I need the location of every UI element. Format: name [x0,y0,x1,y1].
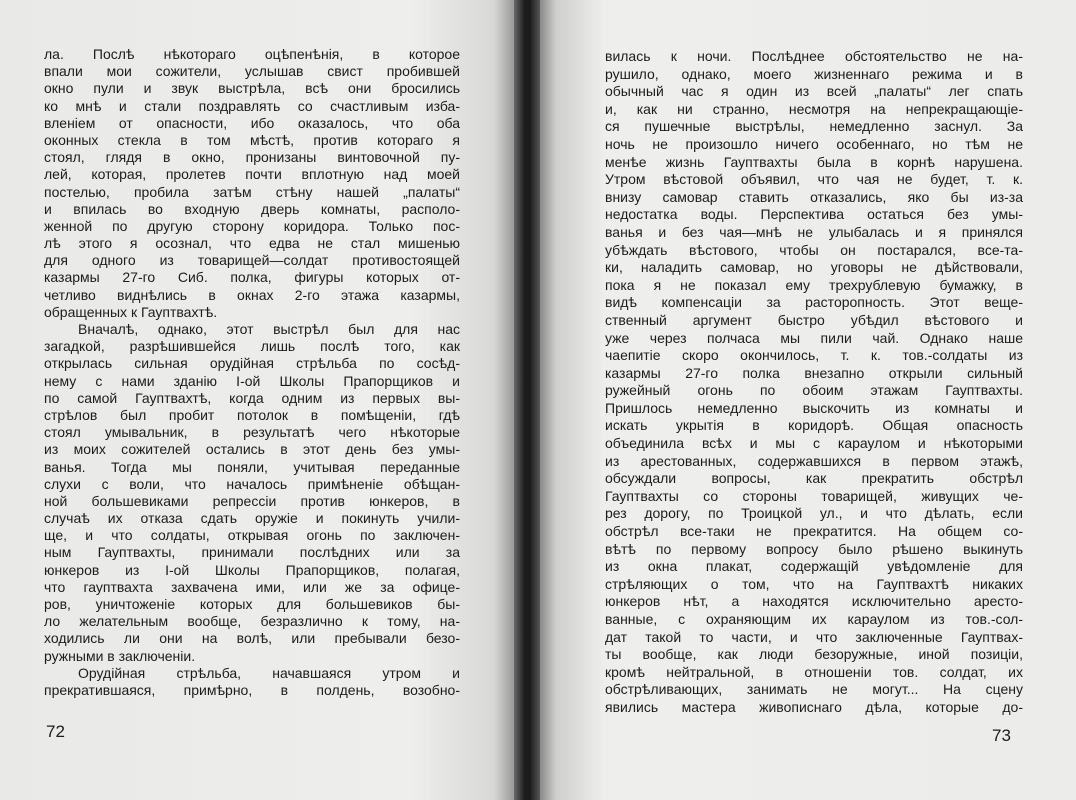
text-line: ночь не произошло ничего особеннаго, но тѣм не [605,135,1023,152]
text-line: вилась к ночи. Послѣднее обстоятельство не на- [605,48,1023,64]
text-line: обстрѣл все-таки не прекратится. На общем со- [605,523,1023,540]
text-line: ла. Послѣ нѣкотораго оцѣпенѣнія, в которое [44,46,460,62]
text-line: видѣ компенсацiи за расторопность. Этот веще- [605,294,1023,311]
text-line: Гауптвахты со стороны товарищей, живущих че- [605,487,1023,504]
text-line: ванья и без чая—мнѣ не улыбалась и я принялся [605,223,1023,240]
text-line: уже через полчаса мы пили чай. Однако наше [605,329,1023,346]
text-line: лѣ этого я осознал, что едва не стал мишенью [44,235,460,252]
text-line: ходились ли они на волѣ, или пребывали безо- [44,630,460,647]
text-line: внизу самовар ставить отказались, яко бы из-за [605,188,1023,205]
text-line: случаѣ их отказа сдать оружiе и покинуть учили- [44,510,460,527]
text-line: Утром вѣстовой объявил, что чая не будет, т. к. [605,171,1023,188]
text-line: убѣждать вѣстового, чтобы он постарался, все-та- [605,241,1023,258]
text-line: прекратившаяся, примѣрно, в полдень, возобно- [44,681,460,698]
text-line: стрѣлов был пробит потолок в помѣщенiи, гдѣ [44,406,460,423]
text-line: обстрѣливающих, занимать не могут... На сцену [605,681,1023,698]
right-page-text [605,48,1023,717]
text-line: лей, которая, пролетев почти вплотную над моей [44,166,460,183]
text-line: оконных стекла в том мѣстѣ, против котораго я [44,131,460,148]
text-line: юнкеров из I-ой Школы Прапорщиков, полагая, [44,561,460,578]
text-line: окно пули и звук выстрѣла, всѣ они бросились [44,80,460,97]
text-line: из моих сожителей остались в этот день без умы- [44,441,460,458]
text-line: стоял, глядя в окно, пронизаны винтовочной пу- [44,149,460,166]
text-line: явились мастера живописнаго дѣла, которые до- [605,698,1023,715]
text-line: открылась сильная орудiйная стрѣльба по сосѣд- [44,355,460,372]
text-line: дат такой то части, и что заключенные Гауптвах- [605,628,1023,645]
text-line: ружейный огонь по обоим этажам Гауптвахты. [605,382,1023,399]
text-line: загадкой, разрѣшившейся лишь послѣ того, как [44,338,460,355]
text-line: нему с нами зданiю I-ой Школы Прапорщиков и [44,372,460,389]
text-line: четливо виднѣлись в окнах 2-го этажа казармы, [44,286,460,303]
left-page [0,0,514,800]
text-line: женной по другую сторону коридора. Только пос- [44,217,460,234]
text-line: ко мнѣ и стали поздравлять со счастливым изба- [44,97,460,114]
text-line: чаепитiе скоро окончилось, т. к. тов.-солдаты из [605,347,1023,364]
text-line: объединила всѣх и мы с караулом и нѣкоторыми [605,435,1023,452]
text-line: из окна плакат, содержащiй увѣдомленiе для [605,558,1023,575]
text-line: ванья. Тогда мы поняли, учитывая переданные [44,458,460,475]
text-line: недостатка воды. Перспектива остаться без умы- [605,206,1023,223]
text-line: кромѣ нейтральной, в отношенiи тов. солдат, их [605,663,1023,680]
text-line: казармы 27-го полка внезапно открыли сильный [605,364,1023,381]
text-line: ло желательным вообще, безразлично к тому, на- [44,613,460,630]
text-line: стоял умывальник, в результатѣ чего нѣкоторые [44,424,460,441]
text-line: юнкеров нѣт, а находятся исключительно аресто- [605,593,1023,610]
text-line: искать укрытiя в коридорѣ. Общая опасность [605,417,1023,434]
text-line: из арестованных, содержавшихся в первом этажѣ, [605,452,1023,469]
book-spine-gutter [514,0,540,800]
left-page-text [44,46,460,699]
text-line: ным Гауптвахты, принимали послѣдних или за [44,544,460,561]
text-line: постелью, пробила затѣм стѣну нашей „палаты“ [44,183,460,200]
text-line: вѣтѣ по первому вопросу было рѣшено выкинуть [605,540,1023,557]
text-line: Пришлось немедленно выскочить из комнаты и [605,399,1023,416]
page-number-left: 72 [46,722,65,741]
text-line: пока я не показал ему трехрублевую бумажку, в [605,276,1023,293]
text-line: и, как ни странно, несмотря на непрекращающiе- [605,100,1023,117]
text-line: слухи с воли, что началось примѣненiе обѣщан- [44,475,460,492]
text-line: обычный час я один из всей „палаты“ лег спать [605,83,1023,100]
text-line: ружными в заключенiи. [44,647,196,664]
text-line: для одного из товарищей—солдат противостоящей [44,252,460,269]
text-line: ванные, с охраняющим их караулом из тов.-сол- [605,611,1023,627]
text-line: ной большевиками репрессiи против юнкеров, в [44,492,460,509]
text-line: ще, и что солдаты, открывая огонь по заключен- [44,527,460,544]
text-line: по самой Гауптвахтѣ, когда одним из первых вы- [44,389,460,406]
text-line: менѣе жизнь Гауптвахты была в корнѣ нарушена. [605,153,1023,170]
text-line: рез дорогу, по Троицкой ул., и что дѣлать, если [605,505,1023,522]
text-line: стрѣляющих о том, что на Гауптвахтѣ никаких [605,575,1023,592]
text-line: вленіем от опасности, ибо оказалось, что оба [44,114,460,131]
right-page [540,0,1076,800]
text-line: Вначалѣ, однако, этот выстрѣл был для нас [78,321,460,337]
text-line: Орудiйная стрѣльба, начавшаяся утром и [78,664,460,681]
text-line: что гауптвахта захвачена ими, или же за офице- [44,578,460,595]
text-line: обращенных к Гауптвахтѣ. [44,303,218,320]
text-line: обсуждали вопросы, как прекратить обстрѣл [605,470,1023,487]
text-line: ственный аргумент быстро убѣдил вѣстового и [605,311,1023,328]
text-line: рушило, однако, моего жизненнаго режима и в [605,65,1023,82]
text-line: ров, уничтоженiе которых для большевиков бы- [44,596,460,612]
page-number-right: 73 [992,726,1011,745]
text-line: казармы 27-го Сиб. полка, фигуры которых от- [44,269,460,286]
text-line: и впилась во входную дверь комнаты, располо- [44,200,460,217]
text-line: впали мои сожители, услышав свист пробившей [44,63,460,80]
text-line: ки, наладить самовар, но уговоры не дѣйствовали, [605,259,1023,276]
text-line: ты вообще, как люди безоружные, иной позицiи, [605,646,1023,663]
text-line: ся пушечные выстрѣлы, немедленно заснул. За [605,118,1023,135]
